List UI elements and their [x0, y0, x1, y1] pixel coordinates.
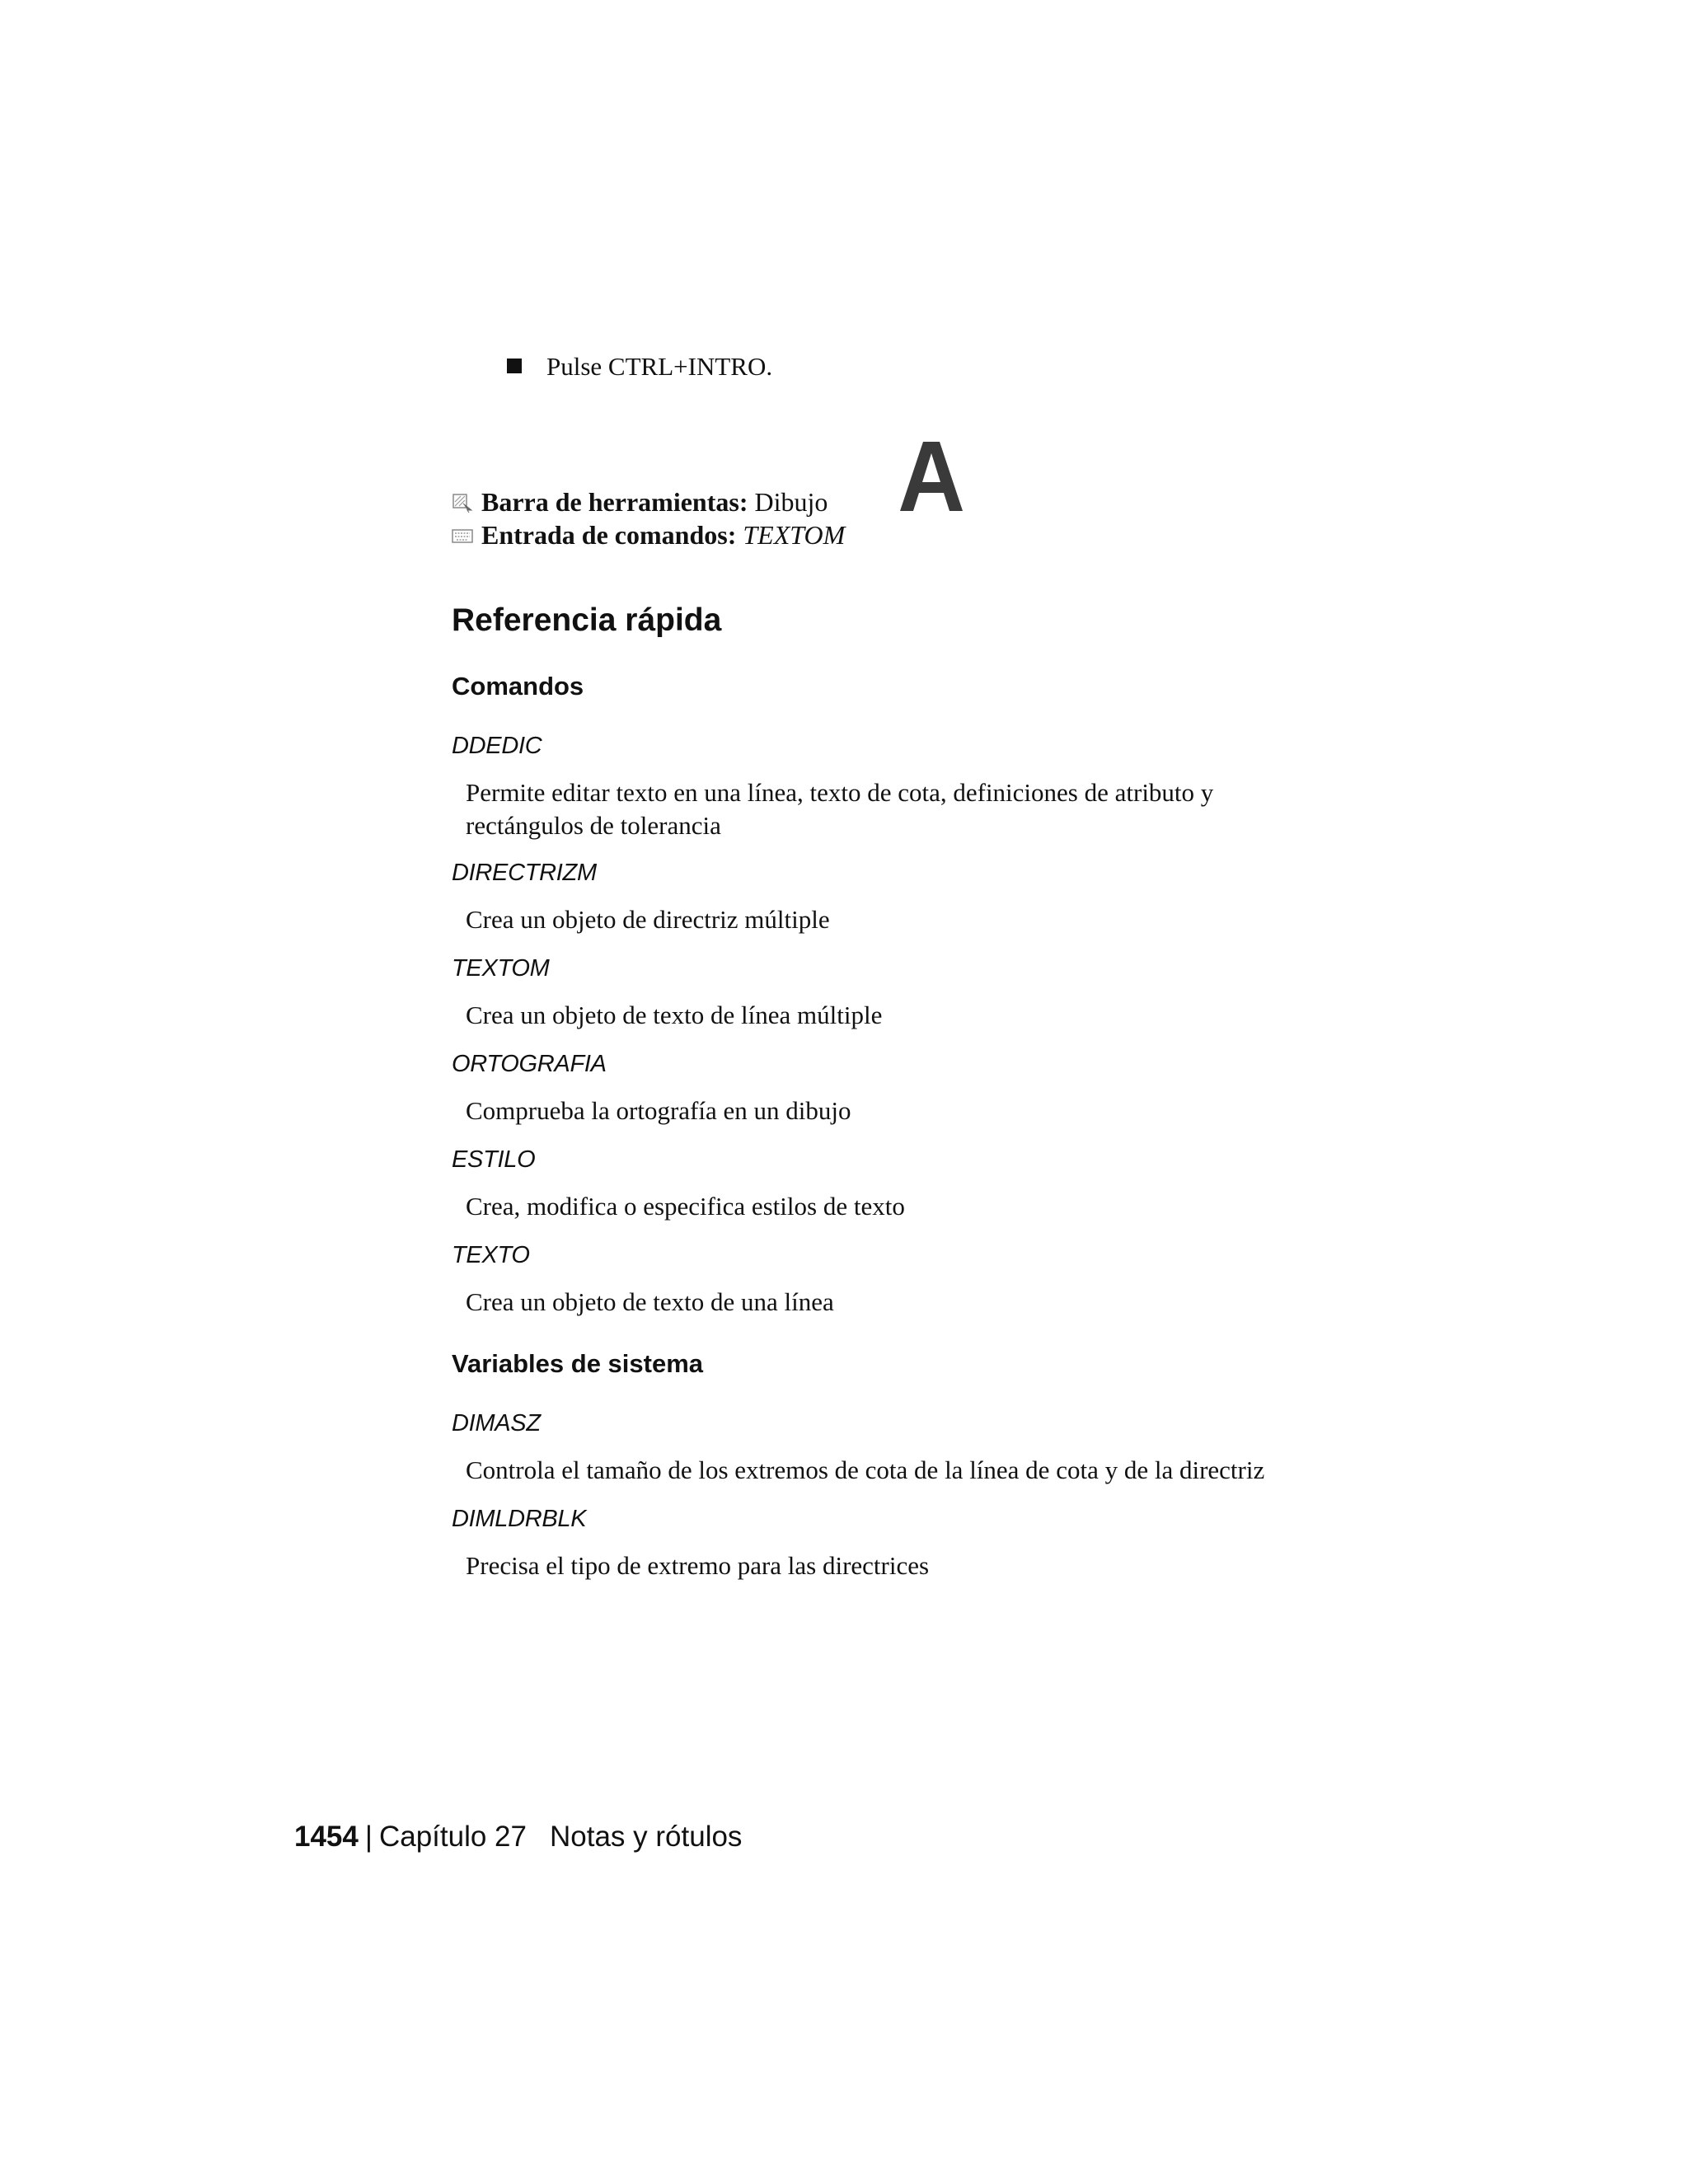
command-description: Crea, modifica o especifica estilos de texto	[466, 1192, 905, 1221]
chapter-label: Capítulo 27	[378, 1821, 527, 1853]
bullet-text: Pulse CTRL+INTRO.	[546, 352, 773, 381]
command-term: ESTILO	[452, 1146, 536, 1173]
sysvar-term: DIMLDRBLK	[452, 1506, 587, 1532]
command-term: DDEDIC	[452, 733, 542, 759]
bullet-item	[507, 350, 772, 383]
toolbar-value: Dibujo	[754, 487, 828, 517]
command-description: Crea un objeto de texto de una línea	[466, 1287, 834, 1316]
sysvar-description: Precisa el tipo de extremo para las directrices	[466, 1551, 930, 1580]
multiline-text-a-icon	[898, 437, 964, 516]
system-variables-heading: Variables de sistema	[452, 1349, 704, 1378]
command-description: Comprueba la ortografía en un dibujo	[466, 1096, 851, 1125]
command-term: TEXTOM	[452, 955, 550, 982]
command-label: Entrada de comandos:	[481, 520, 737, 550]
command-term: TEXTO	[452, 1242, 530, 1268]
toolbar-access-line	[452, 485, 828, 518]
command-description: Crea un objeto de texto de línea múltiple	[466, 1001, 883, 1029]
page-number: 1454	[294, 1821, 359, 1853]
bullet-square-icon	[507, 359, 522, 373]
keyboard-icon	[452, 525, 473, 546]
command-entry-line	[452, 518, 845, 551]
command-term: ORTOGRAFIA	[452, 1051, 607, 1077]
section-title: Referencia rápida	[452, 602, 722, 638]
commands-heading: Comandos	[452, 672, 584, 701]
command-value: TEXTOM	[743, 520, 846, 550]
chapter-title: Notas y rótulos	[550, 1821, 743, 1853]
toolbar-label: Barra de herramientas:	[481, 487, 748, 517]
command-term: DIRECTRIZM	[452, 860, 597, 886]
sysvar-description: Controla el tamaño de los extremos de cota de la línea de cota y de la directriz	[466, 1455, 1265, 1484]
footer-separator: |	[364, 1821, 373, 1853]
sysvar-term: DIMASZ	[452, 1410, 541, 1436]
command-description: Crea un objeto de directriz múltiple	[466, 905, 830, 934]
toolbar-icon	[452, 492, 473, 513]
command-description: Permite editar texto en una línea, texto de cota, definiciones de atributo y rectángulos de tolerancia	[466, 778, 1214, 840]
page-footer	[294, 1819, 742, 1855]
